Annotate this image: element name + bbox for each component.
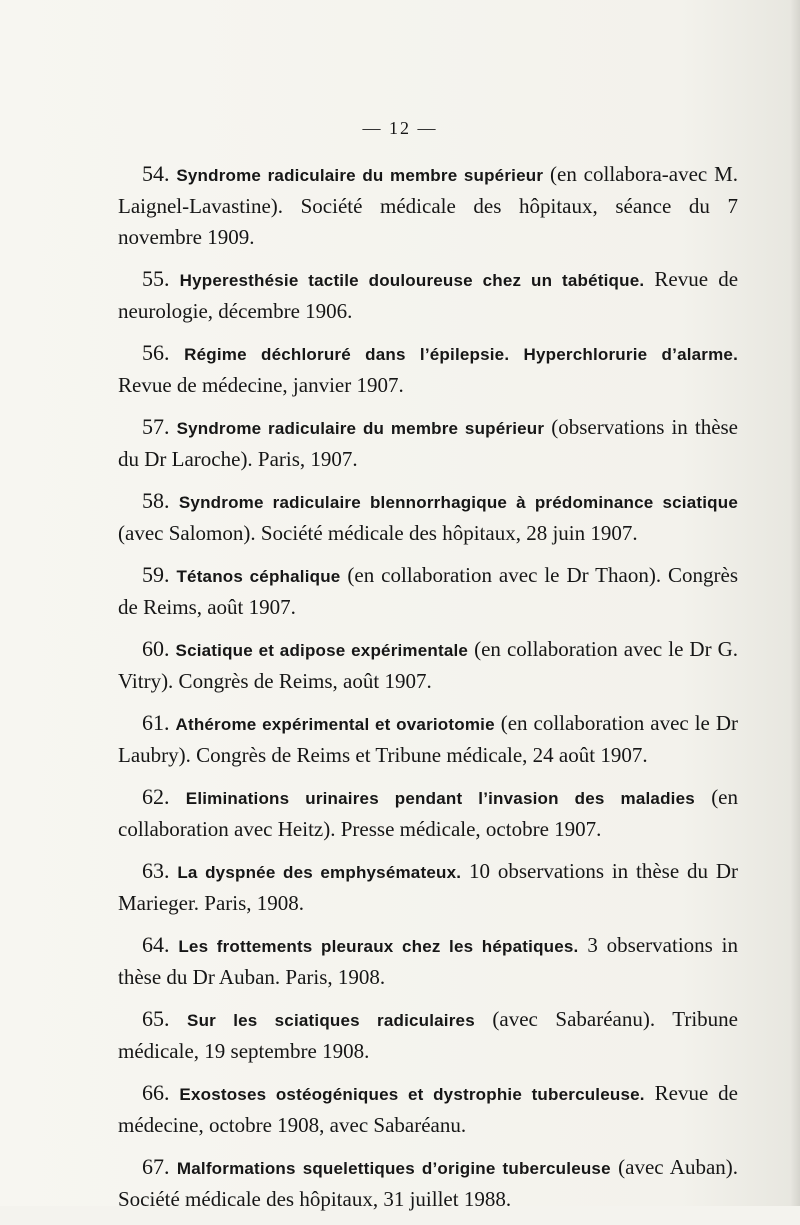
entry-details: (avec Sabaréanu). Tribune médicale, 19 septembre 1908. — [118, 1007, 739, 1063]
entry-number: 60. — [142, 636, 170, 661]
list-item — [118, 781, 738, 845]
entry-details: Revue de médecine, janvier 1907. — [118, 373, 404, 397]
list-item — [118, 855, 738, 919]
entry-details: Revue de neurologie, décembre 1906. — [118, 267, 739, 323]
entry-title: Syndrome radiculaire blennorrhagique à prédominance sciatique — [178, 493, 738, 512]
entry-number: 54. — [142, 161, 170, 186]
entry-number: 61. — [142, 710, 170, 735]
entry-details: Revue de médecine, octobre 1908, avec Sabaréanu. — [118, 1081, 739, 1137]
list-item — [118, 559, 738, 623]
entry-title: Syndrome radiculaire du membre supérieur — [176, 419, 545, 438]
entry-details: (en collaboration avec le Dr Thaon). Congrès de Reims, août 1907. — [118, 563, 739, 619]
list-item — [118, 263, 738, 327]
entry-number: 64. — [142, 932, 170, 957]
entry-number: 67. — [142, 1154, 170, 1179]
list-item — [118, 411, 738, 475]
entry-number: 57. — [142, 414, 170, 439]
entry-title: Tétanos céphalique — [176, 567, 341, 586]
entry-details: (en collaboration avec le Dr Laubry). Congrès de Reims et Tribune médicale, 24 août 1907. — [118, 711, 739, 767]
entry-number: 55. — [142, 266, 170, 291]
entry-title: Exostoses ostéogéniques et dystrophie tuberculeuse. — [179, 1085, 645, 1104]
entry-title: La dyspnée des emphysémateux. — [177, 863, 462, 882]
entry-number: 66. — [142, 1080, 170, 1105]
entry-title: Athérome expérimental et ovariotomie — [175, 715, 495, 734]
entry-details: (en collabora-avec M. Laignel-Lavastine). Société médicale des hôpitaux, séance du 7 novembre 1909. — [118, 162, 739, 249]
publication-list — [118, 158, 738, 1225]
entry-number: 59. — [142, 562, 170, 587]
entry-number: 65. — [142, 1006, 170, 1031]
entry-details: (observations in thèse du Dr Laroche). Paris, 1907. — [118, 415, 739, 471]
entry-details: (en collaboration avec Heitz). Presse médicale, octobre 1907. — [118, 785, 739, 841]
entry-details: (avec Auban). Société médicale des hôpitaux, 31 juillet 1988. — [118, 1155, 739, 1211]
entry-title: Malformations squelettiques d’origine tuberculeuse — [176, 1159, 611, 1178]
list-item — [118, 485, 738, 549]
entry-title: Sciatique et adipose expérimentale — [175, 641, 469, 660]
entry-details: 3 observations in thèse du Dr Auban. Paris, 1908. — [118, 933, 738, 989]
list-item — [118, 633, 738, 697]
entry-number: 62. — [142, 784, 170, 809]
entry-title: Hyperesthésie tactile douloureuse chez un tabétique. — [179, 271, 645, 290]
entry-number: 58. — [142, 488, 170, 513]
list-item — [118, 1077, 738, 1141]
page-edge-shadow — [790, 0, 800, 1206]
list-item — [118, 1003, 738, 1067]
list-item — [118, 929, 738, 993]
list-item — [118, 1151, 738, 1215]
list-item — [118, 707, 738, 771]
list-item — [118, 337, 738, 401]
list-item — [118, 158, 738, 253]
entry-details: (avec Salomon). Société médicale des hôpitaux, 28 juin 1907. — [118, 521, 638, 545]
entry-details: 10 observations in thèse du Dr Marieger. Paris, 1908. — [118, 859, 739, 915]
entry-title: Les frottements pleuraux chez les hépatiques. — [178, 937, 579, 956]
entry-number: 56. — [142, 340, 170, 365]
entry-title: Syndrome radiculaire du membre supérieur — [176, 166, 544, 185]
entry-title: Régime déchloruré dans l’épilepsie. Hyperchlorurie d’alarme. — [184, 345, 739, 364]
entry-title: Sur les sciatiques radiculaires — [187, 1011, 475, 1030]
entry-number: 63. — [142, 858, 170, 883]
page-number: — 12 — — [362, 118, 438, 138]
entry-details: (en collaboration avec le Dr G. Vitry). Congrès de Reims, août 1907. — [118, 637, 739, 693]
entry-title: Eliminations urinaires pendant l’invasion des maladies — [185, 789, 695, 808]
